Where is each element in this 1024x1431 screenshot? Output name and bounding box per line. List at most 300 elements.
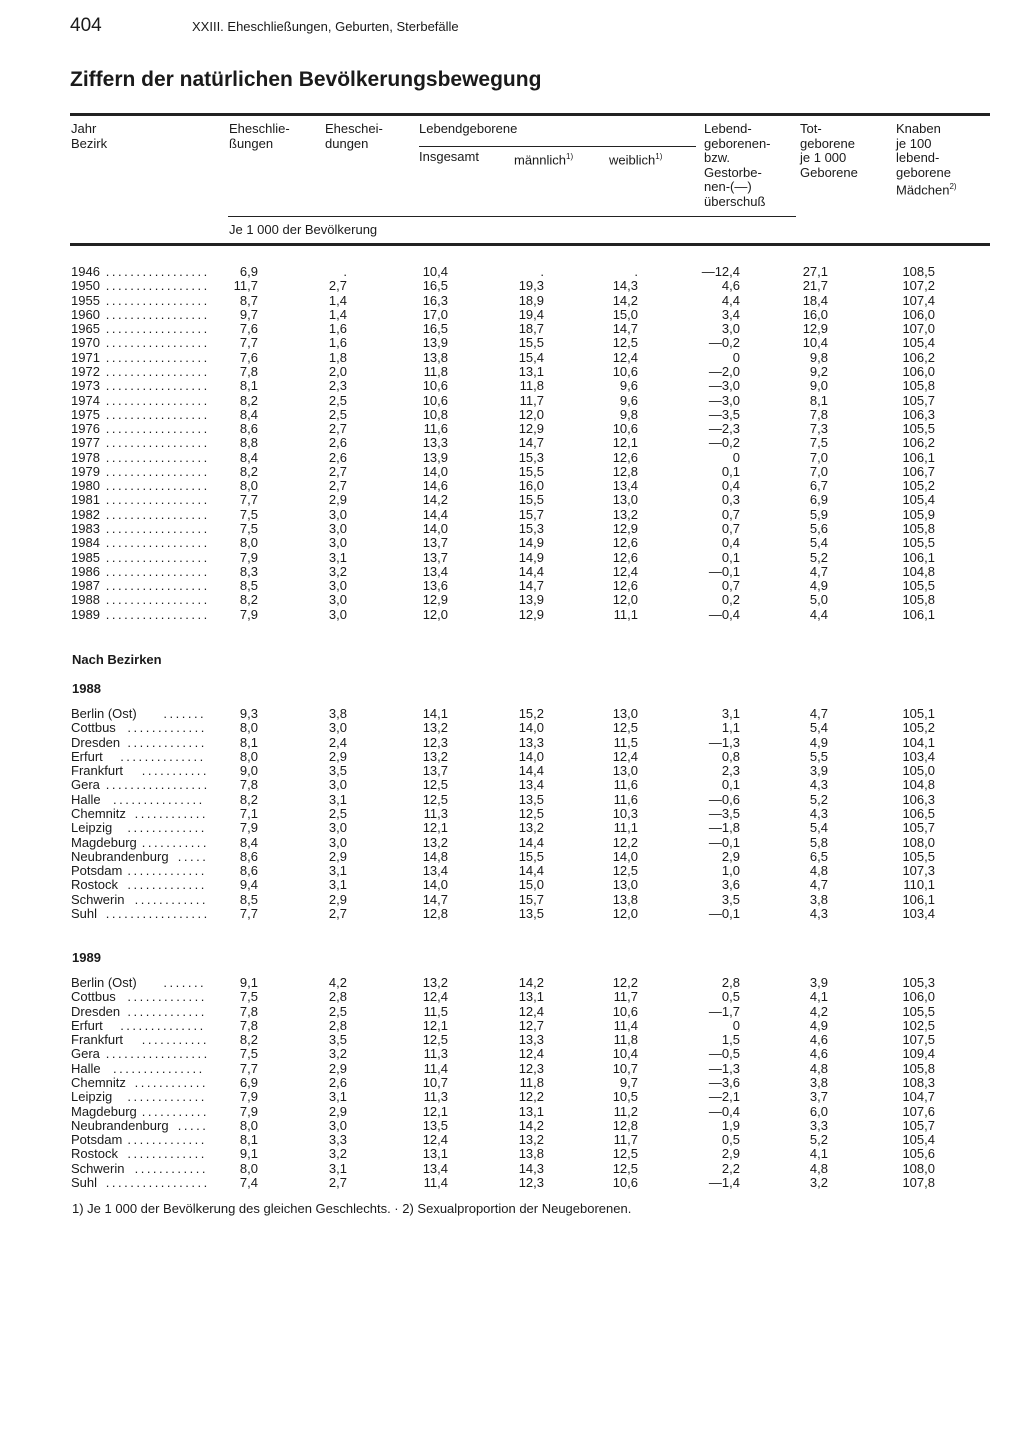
- cell-stillborn: 8,1: [809, 392, 828, 408]
- cell-sex-ratio: 107,4: [902, 292, 935, 308]
- leader-dots: .............: [127, 989, 207, 1005]
- cell-divorces: 2,7: [328, 421, 347, 437]
- cell-divorces: 2,5: [328, 805, 347, 821]
- cell-surplus: —3,5: [708, 406, 740, 422]
- leader-dots: .................: [105, 478, 210, 494]
- cell-stillborn: 4,7: [809, 563, 828, 579]
- cell-divorces: 3,0: [328, 1117, 347, 1133]
- cell-births-total: 17,0: [422, 306, 448, 322]
- cell-sex-ratio: 106,0: [902, 363, 935, 379]
- cell-births-male: 12,3: [518, 1060, 544, 1076]
- leader-dots: .................: [105, 563, 210, 579]
- row-label: Erfurt: [71, 1017, 103, 1033]
- cell-surplus: 0,7: [721, 578, 740, 594]
- leader-dots: .................: [105, 392, 210, 408]
- cell-births-total: 14,8: [422, 848, 448, 864]
- cell-surplus: 0,2: [721, 592, 740, 608]
- leader-dots: .................: [105, 449, 210, 465]
- row-label: Neubrandenburg: [71, 848, 169, 864]
- cell-sex-ratio: 105,1: [902, 706, 935, 721]
- cell-marriages: 6,9: [239, 264, 258, 279]
- leader-dots: .............: [127, 863, 207, 879]
- cell-births-total: 11,8: [423, 363, 448, 379]
- cell-births-male: 13,3: [518, 1032, 544, 1048]
- row-label: Frankfurt: [71, 1032, 124, 1048]
- cell-sex-ratio: 102,5: [902, 1017, 935, 1033]
- footnote-ref-2: 2): [949, 182, 957, 191]
- cell-births-female: 12,6: [612, 535, 638, 551]
- cell-divorces: 3,1: [328, 863, 347, 879]
- cell-sex-ratio: 105,9: [902, 506, 935, 522]
- cell-births-female: 13,2: [612, 506, 638, 522]
- header-bottom-rule: [70, 243, 990, 246]
- row-label: Halle: [71, 1060, 101, 1076]
- table-row: [0, 1147, 1024, 1161]
- table-row: [0, 1047, 1024, 1061]
- cell-births-total: 11,3: [423, 805, 448, 821]
- table-row: [0, 479, 1024, 493]
- row-label: 1981: [71, 492, 100, 508]
- cell-stillborn: 6,9: [809, 492, 828, 508]
- cell-births-female: 13,0: [612, 492, 638, 508]
- table-row: [0, 493, 1024, 507]
- cell-births-total: 12,5: [422, 1032, 448, 1048]
- cell-stillborn: 3,9: [809, 763, 828, 779]
- cell-sex-ratio: 106,2: [902, 435, 935, 451]
- cell-stillborn: 3,7: [809, 1089, 828, 1105]
- cell-marriages: 8,5: [239, 891, 258, 907]
- cell-births-total: 14,1: [422, 706, 448, 721]
- cell-divorces: 3,0: [328, 606, 347, 622]
- cell-births-female: 12,8: [612, 463, 638, 479]
- cell-surplus: 3,4: [721, 306, 740, 322]
- leader-dots: .................: [105, 349, 210, 365]
- cell-births-male: 14,9: [518, 535, 544, 551]
- leader-dots: ...........: [141, 834, 210, 850]
- cell-divorces: 2,0: [328, 363, 347, 379]
- table-row: [0, 1133, 1024, 1147]
- cell-marriages: 8,3: [239, 563, 258, 579]
- cell-births-female: 10,7: [612, 1060, 638, 1076]
- cell-births-total: 12,1: [422, 1017, 448, 1033]
- cell-births-male: 11,7: [519, 392, 544, 408]
- cell-stillborn: 7,0: [809, 463, 828, 479]
- cell-stillborn: 5,6: [809, 521, 828, 537]
- table-row: [0, 308, 1024, 322]
- cell-surplus: 0,7: [721, 521, 740, 537]
- row-label: Cottbus: [71, 720, 116, 736]
- leader-dots: .................: [105, 278, 210, 294]
- cell-divorces: 2,3: [328, 378, 347, 394]
- cell-births-male: 12,3: [518, 1174, 544, 1190]
- cell-sex-ratio: 106,5: [902, 805, 935, 821]
- cell-births-male: 14,2: [518, 1117, 544, 1133]
- cell-births-total: 13,2: [422, 720, 448, 736]
- cell-births-male: 14,2: [518, 975, 544, 990]
- table-row: [0, 1062, 1024, 1076]
- row-label: Chemnitz: [71, 1074, 126, 1090]
- cell-stillborn: 12,9: [802, 321, 828, 337]
- row-label: 1987: [71, 578, 100, 594]
- cell-stillborn: 10,4: [802, 335, 828, 351]
- cell-sex-ratio: 108,0: [902, 1160, 935, 1176]
- cell-marriages: 7,9: [239, 1103, 258, 1119]
- row-label: Potsdam: [71, 863, 123, 879]
- table-row: [0, 707, 1024, 721]
- cell-surplus: —0,1: [708, 834, 740, 850]
- cell-births-total: 13,3: [422, 435, 448, 451]
- live-births-rule: [419, 146, 696, 147]
- cell-births-female: 13,8: [612, 891, 638, 907]
- cell-births-total: 12,4: [422, 989, 448, 1005]
- leader-dots: .................: [105, 506, 210, 522]
- cell-births-female: 13,0: [612, 706, 638, 721]
- cell-stillborn: 4,3: [809, 805, 828, 821]
- cell-marriages: 7,7: [239, 1060, 258, 1076]
- row-label: Neubrandenburg: [71, 1117, 169, 1133]
- cell-sex-ratio: 107,5: [902, 1032, 935, 1048]
- header-year: Jahr Bezirk: [71, 121, 108, 151]
- cell-births-male: 13,9: [518, 592, 544, 608]
- cell-births-male: 18,9: [518, 292, 544, 308]
- cell-births-male: 14,4: [518, 834, 544, 850]
- cell-sex-ratio: 103,4: [902, 748, 935, 764]
- cell-sex-ratio: 105,5: [902, 848, 935, 864]
- cell-surplus: 0,8: [721, 748, 740, 764]
- leader-dots: .................: [105, 592, 210, 608]
- table-row: [0, 394, 1024, 408]
- cell-births-total: 13,5: [422, 1117, 448, 1133]
- cell-surplus: 0,5: [721, 1132, 740, 1148]
- cell-surplus: —0,4: [708, 1103, 740, 1119]
- cell-divorces: 3,0: [328, 592, 347, 608]
- cell-stillborn: 21,7: [802, 278, 828, 294]
- cell-divorces: 2,9: [328, 1103, 347, 1119]
- cell-surplus: 0,4: [721, 478, 740, 494]
- cell-sex-ratio: 106,3: [902, 406, 935, 422]
- cell-sex-ratio: 106,7: [902, 463, 935, 479]
- cell-births-total: 12,1: [422, 820, 448, 836]
- cell-stillborn: 4,9: [809, 578, 828, 594]
- cell-births-total: 12,9: [422, 592, 448, 608]
- leader-dots: .....: [177, 1117, 209, 1133]
- cell-sex-ratio: 107,6: [902, 1103, 935, 1119]
- cell-births-male: 13,1: [518, 363, 544, 379]
- leader-dots: .................: [105, 292, 210, 308]
- cell-stillborn: 4,6: [809, 1032, 828, 1048]
- cell-sex-ratio: 107,3: [902, 863, 935, 879]
- table-row: [0, 465, 1024, 479]
- per-1000-label: Je 1 000 der Bevölkerung: [229, 222, 378, 237]
- cell-births-male: 12,5: [518, 805, 544, 821]
- header-female: weiblich$^{1)}$: [609, 152, 663, 168]
- table-row: [0, 1090, 1024, 1104]
- cell-births-total: 11,4: [423, 1060, 448, 1076]
- cell-births-female: 12,0: [612, 905, 638, 921]
- cell-births-total: 14,6: [422, 478, 448, 494]
- cell-births-female: 14,2: [612, 292, 638, 308]
- cell-births-male: 13,8: [518, 1146, 544, 1162]
- cell-births-female: 12,5: [612, 1146, 638, 1162]
- cell-divorces: 2,7: [328, 1174, 347, 1190]
- table-row: [0, 750, 1024, 764]
- cell-births-total: 12,5: [422, 777, 448, 793]
- cell-marriages: 7,9: [239, 1089, 258, 1105]
- row-label: Berlin (Ost): [71, 706, 137, 721]
- cell-births-female: 11,6: [613, 791, 638, 807]
- cell-surplus: —1,7: [708, 1003, 740, 1019]
- cell-surplus: 0,4: [721, 535, 740, 551]
- cell-sex-ratio: 108,0: [902, 834, 935, 850]
- table-top-rule: [70, 113, 990, 116]
- cell-stillborn: 9,8: [809, 349, 828, 365]
- cell-stillborn: 6,5: [809, 848, 828, 864]
- cell-divorces: 2,7: [328, 463, 347, 479]
- cell-divorces: 3,5: [328, 1032, 347, 1048]
- leader-dots: .............: [127, 877, 207, 893]
- cell-stillborn: 7,0: [809, 449, 828, 465]
- cell-marriages: 9,0: [239, 763, 258, 779]
- cell-births-total: 13,9: [422, 335, 448, 351]
- cell-births-male: 16,0: [518, 478, 544, 494]
- cell-births-total: 14,0: [422, 877, 448, 893]
- cell-marriages: 8,4: [239, 449, 258, 465]
- cell-sex-ratio: 105,8: [902, 378, 935, 394]
- cell-births-female: 12,2: [612, 975, 638, 990]
- footnote-ref-1: 1): [655, 152, 663, 161]
- row-label: 1980: [71, 478, 100, 494]
- cell-divorces: 3,0: [328, 535, 347, 551]
- leader-dots: .....: [177, 848, 209, 864]
- leader-dots: ...............: [113, 791, 205, 807]
- cell-births-male: 12,9: [518, 606, 544, 622]
- leader-dots: .................: [105, 1174, 210, 1190]
- cell-marriages: 8,1: [239, 734, 258, 750]
- cell-births-female: 12,5: [612, 720, 638, 736]
- cell-surplus: 2,8: [721, 975, 740, 990]
- cell-births-male: 14,7: [518, 578, 544, 594]
- cell-births-male: 14,0: [518, 720, 544, 736]
- leader-dots: .............: [127, 1146, 207, 1162]
- cell-stillborn: 6,0: [809, 1103, 828, 1119]
- cell-births-male: .: [540, 264, 544, 279]
- cell-marriages: 9,3: [239, 706, 258, 721]
- cell-marriages: 9,4: [239, 877, 258, 893]
- cell-divorces: 3,1: [328, 1160, 347, 1176]
- cell-surplus: 0,1: [721, 549, 740, 565]
- cell-surplus: —0,1: [708, 563, 740, 579]
- cell-sex-ratio: 105,6: [902, 1146, 935, 1162]
- cell-stillborn: 4,6: [809, 1046, 828, 1062]
- table-row: [0, 1119, 1024, 1133]
- cell-births-male: 14,9: [518, 549, 544, 565]
- leader-dots: ...............: [113, 1060, 205, 1076]
- cell-births-female: 12,9: [612, 521, 638, 537]
- header-marriages: Eheschlie- ßungen: [229, 121, 290, 151]
- cell-marriages: 8,2: [239, 791, 258, 807]
- row-label: Leipzig: [71, 820, 113, 836]
- cell-surplus: 3,6: [721, 877, 740, 893]
- cell-stillborn: 4,1: [809, 1146, 828, 1162]
- cell-marriages: 7,8: [239, 1003, 258, 1019]
- cell-divorces: 2,9: [328, 1060, 347, 1076]
- leader-dots: ...........: [141, 1103, 210, 1119]
- cell-stillborn: 5,2: [809, 791, 828, 807]
- cell-births-female: 12,5: [612, 1160, 638, 1176]
- cell-births-female: 13,4: [612, 478, 638, 494]
- cell-births-female: 12,2: [612, 834, 638, 850]
- cell-births-total: 13,8: [422, 349, 448, 365]
- row-label: Magdeburg: [71, 834, 137, 850]
- row-label: 1946: [71, 264, 100, 279]
- cell-stillborn: 5,9: [809, 506, 828, 522]
- cell-births-male: 19,3: [518, 278, 544, 294]
- cell-births-total: 13,7: [422, 535, 448, 551]
- table-row: [0, 893, 1024, 907]
- cell-births-total: 13,7: [422, 549, 448, 565]
- header-divorces: Eheschei- dungen: [325, 121, 383, 151]
- row-label: Rostock: [71, 1146, 118, 1162]
- cell-births-female: 14,3: [612, 278, 638, 294]
- cell-marriages: 8,5: [239, 578, 258, 594]
- table-row: [0, 821, 1024, 835]
- cell-divorces: 2,8: [328, 1017, 347, 1033]
- cell-marriages: 7,8: [239, 1017, 258, 1033]
- cell-divorces: 3,8: [328, 706, 347, 721]
- leader-dots: .................: [105, 1046, 210, 1062]
- row-label: 1978: [71, 449, 100, 465]
- cell-marriages: 7,7: [239, 905, 258, 921]
- cell-divorces: 3,0: [328, 820, 347, 836]
- table-row: [0, 864, 1024, 878]
- cell-stillborn: 7,5: [809, 435, 828, 451]
- row-label: Potsdam: [71, 1132, 123, 1148]
- row-label: 1982: [71, 506, 100, 522]
- cell-births-male: 15,5: [518, 492, 544, 508]
- cell-surplus: 1,1: [721, 720, 740, 736]
- row-label: Dresden: [71, 1003, 121, 1019]
- cell-births-male: 13,3: [518, 734, 544, 750]
- cell-births-total: 14,7: [422, 891, 448, 907]
- cell-marriages: 8,6: [239, 421, 258, 437]
- cell-births-total: 13,4: [422, 563, 448, 579]
- row-label: Gera: [71, 1046, 100, 1062]
- cell-births-female: 12,5: [612, 863, 638, 879]
- cell-sex-ratio: 104,7: [902, 1089, 935, 1105]
- leader-dots: .......: [163, 706, 207, 721]
- cell-sex-ratio: 105,5: [902, 421, 935, 437]
- table-row: [0, 1076, 1024, 1090]
- row-label: 1976: [71, 421, 100, 437]
- cell-births-male: 12,4: [518, 1003, 544, 1019]
- cell-births-male: 13,1: [518, 989, 544, 1005]
- cell-surplus: —2,0: [708, 363, 740, 379]
- table-row: [0, 508, 1024, 522]
- cell-births-male: 15,4: [518, 349, 544, 365]
- leader-dots: ..............: [120, 748, 206, 764]
- cell-stillborn: 4,9: [809, 734, 828, 750]
- table-row: [0, 778, 1024, 792]
- cell-surplus: —2,3: [708, 421, 740, 437]
- cell-divorces: 2,5: [328, 392, 347, 408]
- table-row: [0, 336, 1024, 350]
- cell-sex-ratio: 106,0: [902, 306, 935, 322]
- cell-surplus: 3,1: [721, 706, 740, 721]
- cell-births-male: 11,8: [519, 378, 544, 394]
- cell-marriages: 6,9: [239, 1074, 258, 1090]
- cell-marriages: 8,6: [239, 848, 258, 864]
- cell-births-male: 13,5: [518, 905, 544, 921]
- cell-marriages: 7,1: [239, 805, 258, 821]
- cell-sex-ratio: 106,1: [902, 449, 935, 465]
- row-label: Schwerin: [71, 891, 125, 907]
- cell-divorces: .: [343, 264, 347, 279]
- leader-dots: .................: [105, 406, 210, 422]
- leader-dots: ...........: [141, 1032, 210, 1048]
- cell-marriages: 7,4: [239, 1174, 258, 1190]
- cell-divorces: 2,4: [328, 734, 347, 750]
- cell-births-total: 12,0: [422, 606, 448, 622]
- cell-surplus: 4,6: [721, 278, 740, 294]
- cell-births-total: 10,7: [422, 1074, 448, 1090]
- cell-divorces: 3,1: [328, 549, 347, 565]
- cell-marriages: 7,7: [239, 335, 258, 351]
- cell-marriages: 8,0: [239, 720, 258, 736]
- cell-divorces: 1,6: [328, 335, 347, 351]
- cell-divorces: 2,9: [328, 492, 347, 508]
- cell-marriages: 8,0: [239, 1160, 258, 1176]
- cell-surplus: —1,4: [708, 1174, 740, 1190]
- leader-dots: .................: [105, 606, 210, 622]
- cell-births-female: 13,0: [612, 877, 638, 893]
- cell-births-male: 14,4: [518, 563, 544, 579]
- table-row: [0, 1005, 1024, 1019]
- cell-surplus: —12,4: [701, 264, 740, 279]
- header-surplus: Lebend- geborenen- bzw. Gestorbe- nen-(—) überschuß: [704, 121, 771, 209]
- leader-dots: .............: [127, 720, 207, 736]
- cell-surplus: —3,5: [708, 805, 740, 821]
- cell-stillborn: 9,2: [809, 363, 828, 379]
- cell-stillborn: 5,5: [809, 748, 828, 764]
- cell-divorces: 3,0: [328, 521, 347, 537]
- cell-surplus: —0,1: [708, 905, 740, 921]
- year-1988-heading: 1988: [72, 681, 101, 696]
- table-row: [0, 536, 1024, 550]
- cell-stillborn: 6,7: [809, 478, 828, 494]
- table-row: [0, 1019, 1024, 1033]
- cell-sex-ratio: 106,1: [902, 891, 935, 907]
- cell-surplus: 0: [732, 349, 740, 365]
- cell-births-male: 15,2: [518, 706, 544, 721]
- leader-dots: ............: [134, 891, 208, 907]
- cell-sex-ratio: 108,5: [902, 264, 935, 279]
- table-row: [0, 807, 1024, 821]
- cell-births-female: 10,4: [612, 1046, 638, 1062]
- running-head: XXIII. Eheschließungen, Geburten, Sterbefälle: [192, 19, 459, 34]
- cell-marriages: 7,9: [239, 549, 258, 565]
- leader-dots: .................: [105, 463, 210, 479]
- row-label: Erfurt: [71, 748, 103, 764]
- cell-divorces: 3,0: [328, 578, 347, 594]
- row-label: Leipzig: [71, 1089, 113, 1105]
- cell-births-total: 10,4: [422, 264, 448, 279]
- cell-sex-ratio: 105,8: [902, 1060, 935, 1076]
- row-label: 1970: [71, 335, 100, 351]
- row-label: 1977: [71, 435, 100, 451]
- cell-marriages: 8,0: [239, 748, 258, 764]
- cell-surplus: —0,4: [708, 606, 740, 622]
- cell-divorces: 3,0: [328, 506, 347, 522]
